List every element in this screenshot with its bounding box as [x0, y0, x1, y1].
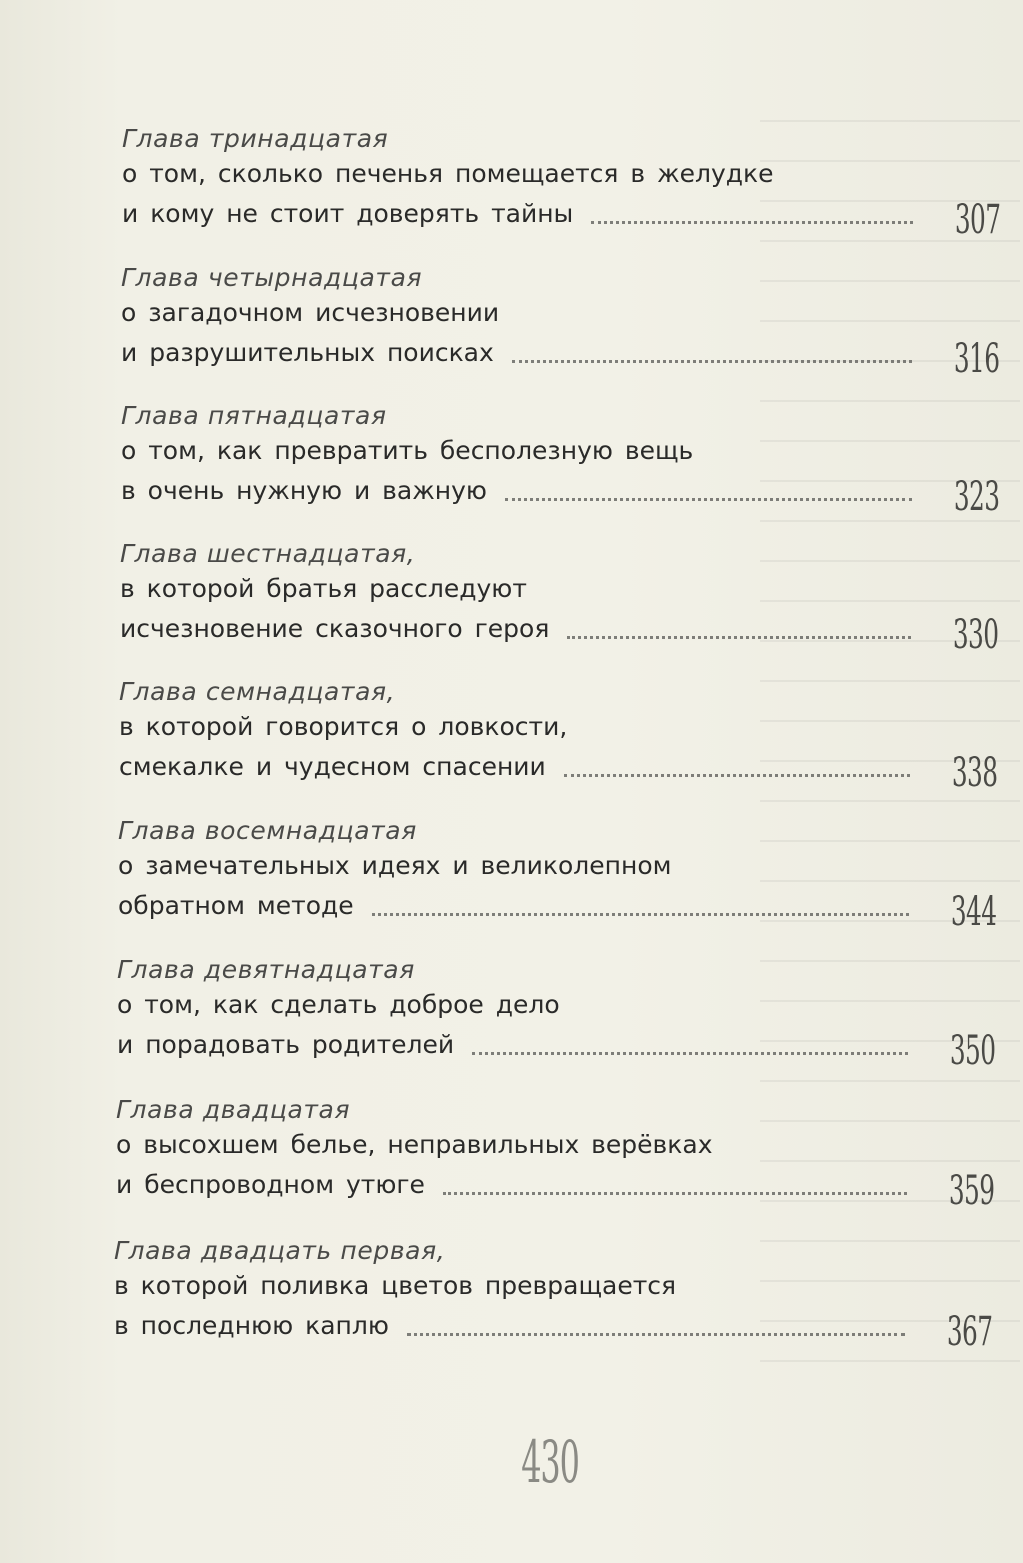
chapter-description-line: о том, как превратить бесполезную вещь — [121, 436, 694, 465]
page-number: 367 — [946, 1309, 992, 1355]
dot-leader — [591, 221, 912, 224]
folio-page-number: 430 — [521, 1428, 579, 1496]
toc-entry — [118, 816, 1018, 935]
chapter-description-line: о загадочном исчезновении — [121, 298, 500, 327]
chapter-title: Глава двадцать первая, — [114, 1236, 446, 1265]
chapter-title: Глава пятнадцатая — [121, 401, 387, 430]
toc-entry — [116, 1095, 1016, 1214]
chapter-last-line — [116, 1165, 994, 1214]
chapter-last-line — [119, 747, 997, 796]
chapter-description-line: обратном методе — [118, 891, 354, 920]
toc-entry — [121, 263, 1021, 382]
chapter-last-line — [117, 1025, 995, 1074]
page-number: 330 — [952, 612, 998, 658]
chapter-description-line: исчезновение сказочного героя — [120, 614, 550, 643]
dot-leader — [505, 498, 912, 501]
dot-leader — [372, 913, 909, 916]
chapter-description-line: о том, как сделать доброе дело — [117, 990, 560, 1019]
chapter-last-line — [114, 1306, 992, 1355]
toc-entry — [122, 124, 1022, 243]
chapter-last-line — [122, 194, 1000, 243]
chapter-title: Глава шестнадцатая, — [120, 539, 416, 568]
toc-entry — [117, 955, 1017, 1074]
dot-leader — [512, 360, 912, 363]
chapter-title: Глава девятнадцатая — [117, 955, 415, 984]
chapter-last-line — [118, 886, 996, 935]
chapter-description-line: и порадовать родителей — [117, 1030, 455, 1059]
page-number: 350 — [949, 1028, 995, 1074]
toc-entry — [114, 1236, 1014, 1355]
page-number: 307 — [954, 197, 1000, 243]
dot-leader — [407, 1333, 905, 1336]
chapter-title: Глава тринадцатая — [122, 124, 389, 153]
chapter-description-line: и разрушительных поисках — [121, 338, 494, 367]
dot-leader — [564, 774, 910, 777]
dot-leader — [443, 1192, 907, 1195]
chapter-description-line: и кому не стоит доверять тайны — [122, 199, 574, 228]
chapter-last-line — [121, 471, 999, 520]
chapter-description-line: в которой братья расследуют — [120, 574, 527, 603]
chapter-title: Глава семнадцатая, — [119, 677, 396, 706]
toc-entry — [119, 677, 1019, 796]
dot-leader — [567, 636, 910, 639]
page-number: 359 — [948, 1168, 994, 1214]
chapter-last-line — [121, 333, 999, 382]
toc-entry — [120, 539, 1020, 658]
chapter-title: Глава двадцатая — [116, 1095, 351, 1124]
chapter-description-line: в последнюю каплю — [114, 1311, 389, 1340]
chapter-last-line — [120, 609, 998, 658]
chapter-description-line: о высохшем белье, неправильных верёвках — [116, 1130, 713, 1159]
chapter-description-line: в очень нужную и важную — [121, 476, 487, 505]
page-number: 344 — [950, 889, 996, 935]
chapter-title: Глава четырнадцатая — [121, 263, 423, 292]
chapter-description-line: и беспроводном утюге — [116, 1170, 425, 1199]
chapter-description-line: смекалке и чудесном спасении — [119, 752, 546, 781]
chapter-title: Глава восемнадцатая — [118, 816, 417, 845]
chapter-description-line: в которой говорится о ловкости, — [119, 712, 568, 741]
toc-entry — [121, 401, 1021, 520]
chapter-description-line: о замечательных идеях и великолепном — [118, 851, 672, 880]
chapter-description-line: о том, сколько печенья помещается в желудке — [122, 159, 774, 188]
dot-leader — [472, 1052, 907, 1055]
page-number: 316 — [953, 336, 999, 382]
chapter-description-line: в которой поливка цветов превращается — [114, 1271, 677, 1300]
page-number: 338 — [951, 750, 997, 796]
page-number: 323 — [953, 474, 999, 520]
